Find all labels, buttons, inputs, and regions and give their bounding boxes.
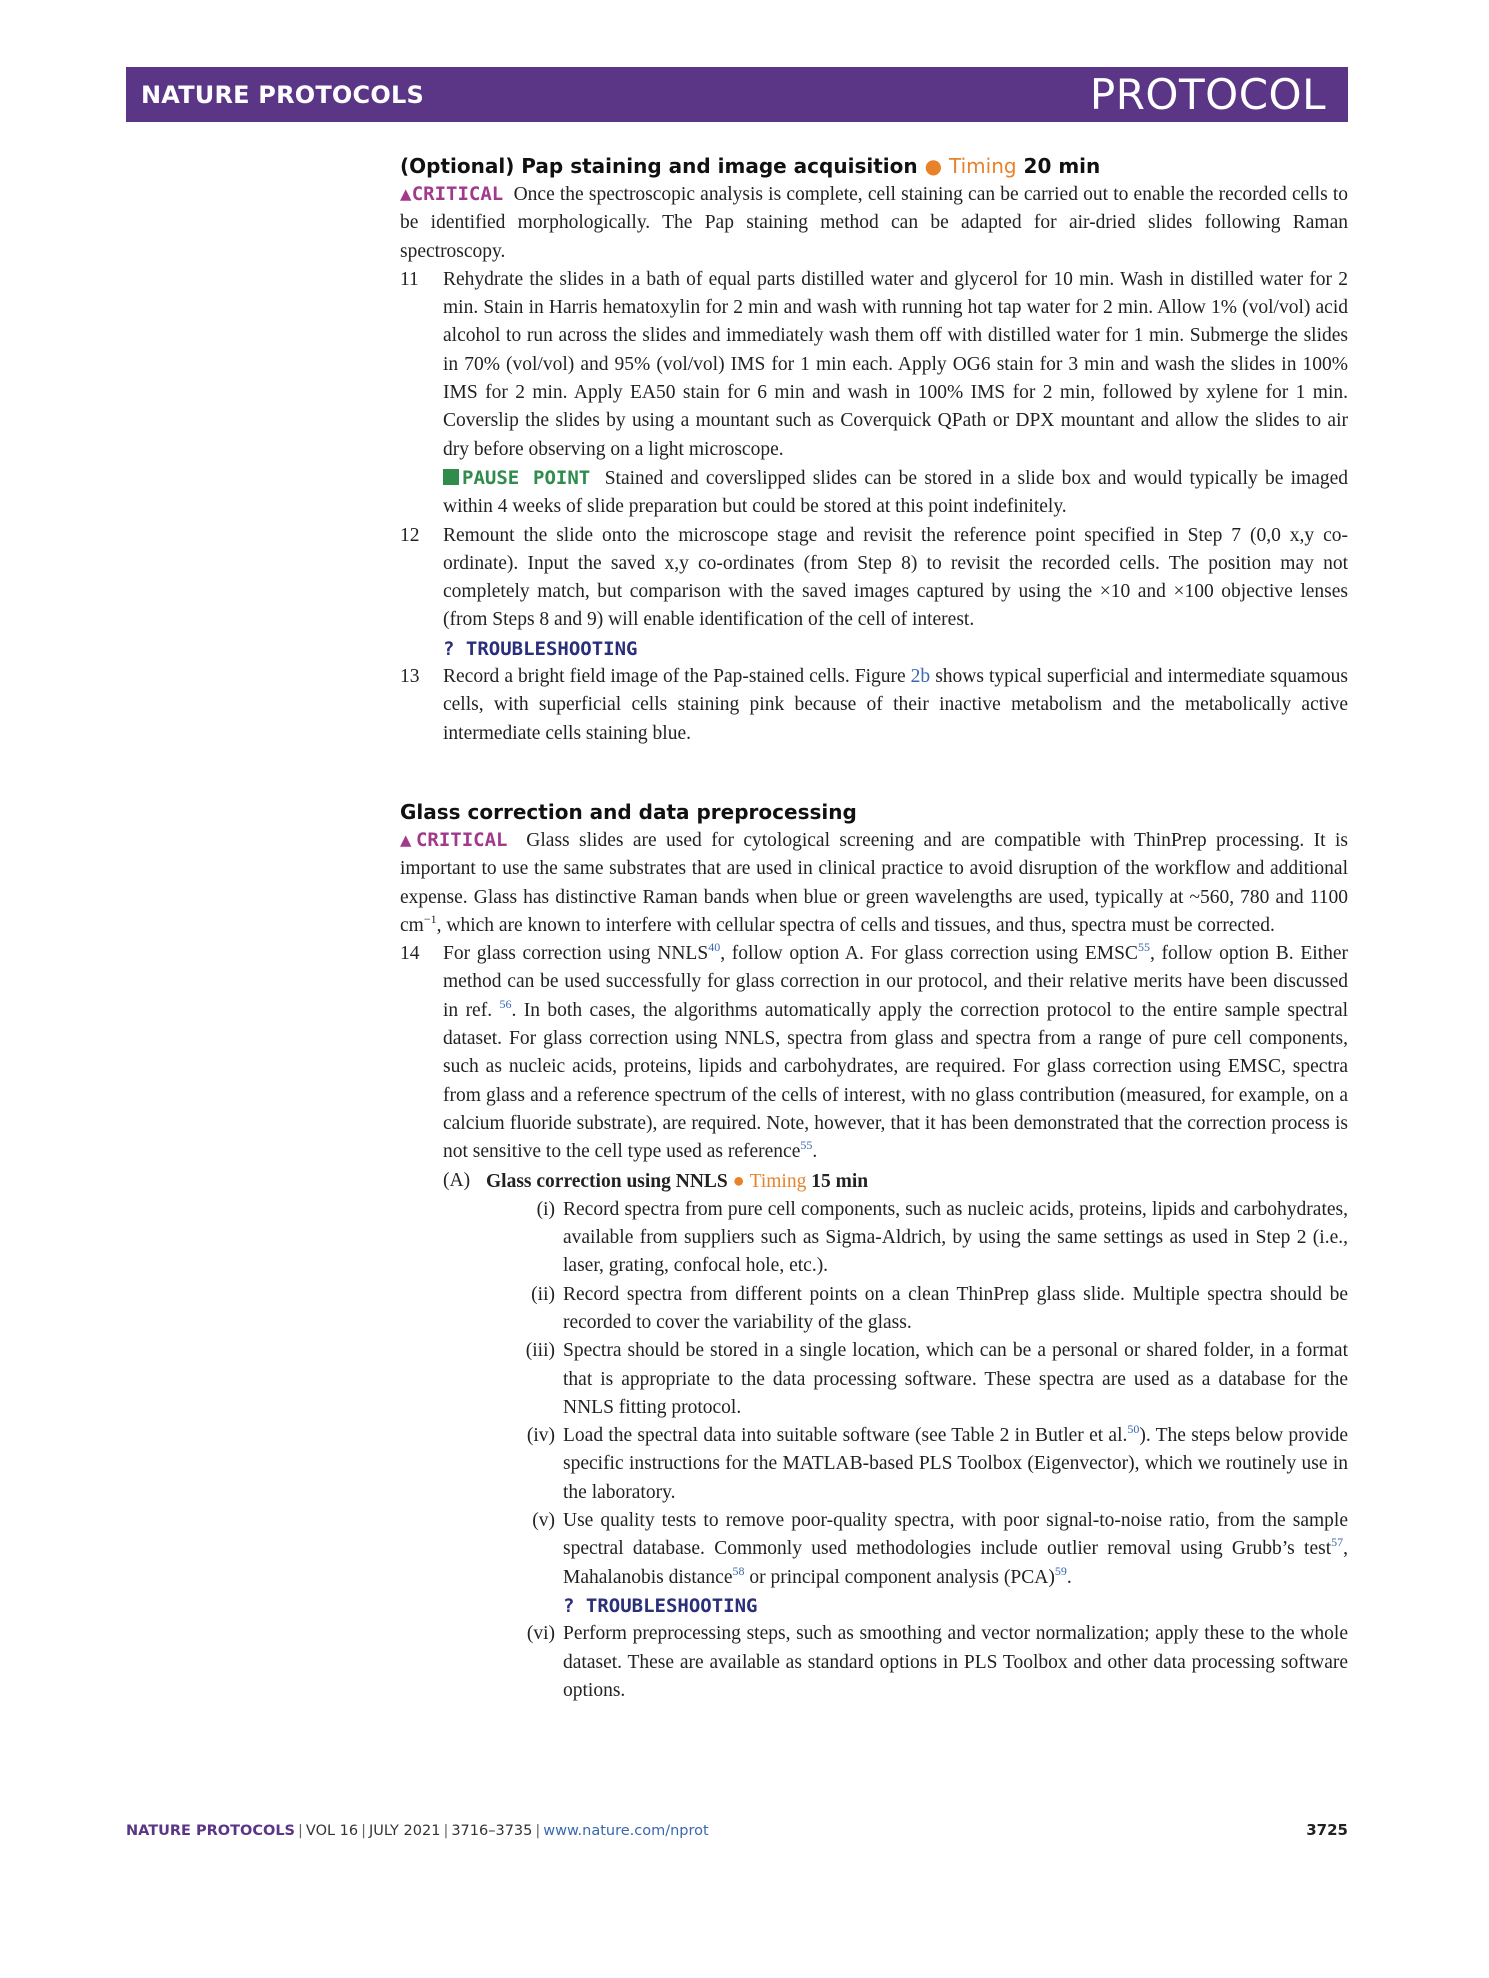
reference-link[interactable]: 57 bbox=[1331, 1535, 1344, 1550]
substep-v bbox=[443, 1507, 1348, 1620]
substep-number: (iii) bbox=[525, 1340, 555, 1362]
substep-text-part: ). The steps below provide specific instructions for the MATLAB-based PLS Toolbox (Eigenvector), which we routinely use in the laboratory. bbox=[563, 1425, 1348, 1503]
critical-text: Glass slides are used for cytological screening and are compatible with ThinPrep processing. It is important to use the same substrates that are used in clinical practice to avoid disruption of the workflow and additional expense. Glass has distinctive Raman bands when blue or green wavelengths are used, typically at ~560, 780 and 1100 cm bbox=[400, 829, 1349, 936]
footer-journal: NATURE PROTOCOLS bbox=[126, 1823, 296, 1839]
critical-label: ▲CRITICAL bbox=[400, 828, 508, 851]
step-number: 11 bbox=[400, 268, 419, 290]
footer-separator: | bbox=[298, 1823, 303, 1839]
timing-label: Timing bbox=[949, 154, 1017, 178]
footer-volume: VOL 16 bbox=[305, 1823, 359, 1839]
reference-link[interactable]: 58 bbox=[732, 1563, 745, 1578]
figure-link[interactable]: 2b bbox=[910, 666, 931, 688]
step-text-part: , follow option B. Either method can be used successfully for glass correction in our protocol, and their relative merits have been discussed in ref. bbox=[443, 943, 1348, 1021]
section-spacer bbox=[400, 748, 1348, 798]
pause-point-label: PAUSE POINT bbox=[462, 466, 591, 489]
substep-ii bbox=[443, 1281, 1348, 1338]
step-13 bbox=[400, 663, 1348, 748]
step-text bbox=[443, 663, 1348, 748]
footer-citation bbox=[126, 1823, 709, 1839]
step-12 bbox=[400, 522, 1348, 663]
step-11 bbox=[400, 266, 1348, 522]
option-title: Glass correction using NNLS bbox=[486, 1170, 728, 1192]
timing-dot-icon: ● bbox=[732, 1169, 745, 1192]
superscript: −1 bbox=[423, 911, 437, 926]
substep-text: Record spectra from different points on a clean ThinPrep glass slide. Multiple spectra should be recorded to cover the variability of the glass. bbox=[563, 1283, 1348, 1333]
footer-url-link[interactable]: www.nature.com/nprot bbox=[543, 1823, 709, 1839]
critical-text: , which are known to interfere with cellular spectra of cells and tissues, and thus, spectra must be corrected. bbox=[436, 914, 1275, 936]
step-number: 13 bbox=[400, 666, 420, 688]
section-title: (Optional) Pap staining and image acquisition bbox=[400, 154, 918, 178]
substep-text bbox=[563, 1507, 1348, 1592]
substep-text bbox=[563, 1422, 1348, 1507]
step-text: Rehydrate the slides in a bath of equal parts distilled water and glycerol for 10 min. Wash in distilled water for 2 min. Stain in Harris hematoxylin for 2 min and wash with running hot tap water for 2 min. Allow 1% (vol/vol) acid alcohol to run across the slides and immediately wash them off with distilled water for 1 min. Submerge the slides in 70% (vol/vol) and 95% (vol/vol) IMS for 1 min each. Apply OG6 stain for 3 min and wash the slides in 100% IMS for 2 min. Apply EA50 stain for 6 min and wash in 100% IMS for 2 min, followed by xylene for 1 min. Coverslip the slides by using a mountant such as Coverquick QPath or DPX mountant and allow the slides to air dry before observing on a light microscope. bbox=[443, 268, 1348, 460]
substep-text: Perform preprocessing steps, such as smoothing and vector normalization; apply these to the whole dataset. These are available as standard options in PLS Toolbox and other data processing software options. bbox=[563, 1623, 1348, 1701]
substep-text-part: Use quality tests to remove poor-quality spectra, with poor signal-to-noise ratio, from the sample spectral database. Commonly used methodologies include outlier removal using Grubb’s test bbox=[563, 1510, 1348, 1560]
substep-number: (i) bbox=[536, 1198, 555, 1220]
option-title-line bbox=[486, 1167, 1348, 1196]
substep-text-part: . bbox=[1066, 1566, 1072, 1588]
timing-value: 15 min bbox=[811, 1170, 869, 1192]
substep-text-part: , Mahalanobis distance bbox=[563, 1538, 1348, 1588]
pause-point-text: Stained and coverslipped slides can be stored in a slide box and would typically be imaged within 4 weeks of slide preparation but could be stored at this point indefinitely. bbox=[443, 467, 1349, 518]
critical-note bbox=[400, 826, 1348, 940]
substep-number: (v) bbox=[532, 1510, 555, 1532]
substep-iii bbox=[443, 1337, 1348, 1422]
timing-dot-icon: ● bbox=[924, 154, 943, 178]
footer-separator: | bbox=[361, 1823, 367, 1839]
step-text-part: Record a bright field image of the Pap-stained cells. Figure bbox=[443, 666, 906, 688]
critical-label: ▲CRITICAL bbox=[400, 183, 504, 205]
step-text-part: , follow option A. For glass correction using EMSC bbox=[720, 943, 1138, 965]
option-label: (A) bbox=[443, 1169, 471, 1191]
substep-vi bbox=[443, 1620, 1348, 1705]
header-article-type: PROTOCOL bbox=[1089, 70, 1326, 119]
reference-link[interactable]: 50 bbox=[1127, 1422, 1140, 1437]
step-text-part: . In both cases, the algorithms automatically apply the correction protocol to the entire sample spectral dataset. For glass correction using NNLS, spectra from glass and spectra from a range of pure cell components, such as nucleic acids, proteins, lipids and carbohydrates, are required. For glass correction using EMSC, spectra from glass and a reference spectrum of the cells of interest, with no glass contribution (measured, for example, on a calcium fluoride substrate), are required. Note, however, that it has been demonstrated that the correction process is not sensitive to the cell type used as reference bbox=[443, 999, 1349, 1163]
page-header bbox=[126, 67, 1348, 122]
step-text bbox=[443, 940, 1348, 1166]
page-footer bbox=[126, 1821, 1348, 1839]
step-number: 12 bbox=[400, 524, 420, 546]
footer-separator: | bbox=[443, 1823, 449, 1839]
timing-value: 20 min bbox=[1023, 154, 1101, 178]
page-number: 3725 bbox=[1306, 1821, 1348, 1839]
troubleshooting-link[interactable]: ? TROUBLESHOOTING bbox=[563, 1594, 758, 1617]
reference-link[interactable]: 56 bbox=[499, 996, 512, 1011]
substep-text-part: or principal component analysis (PCA) bbox=[744, 1566, 1055, 1588]
substep-text: Record spectra from pure cell components, such as nucleic acids, proteins, lipids and carbohydrates, available from suppliers such as Sigma-Aldrich, by using the same settings as used in Step 2 (i.e., laser, grating, confocal hole, etc.). bbox=[563, 1198, 1348, 1277]
substep-number: (vi) bbox=[526, 1623, 555, 1645]
pause-square-icon bbox=[443, 469, 459, 485]
step-text-part: . bbox=[812, 1141, 818, 1163]
section-heading-glass-correction: Glass correction and data preprocessing bbox=[400, 799, 857, 824]
step-14 bbox=[400, 940, 1348, 1705]
step-text-part: For glass correction using NNLS bbox=[443, 943, 709, 965]
section-heading-pap-staining bbox=[400, 152, 1348, 180]
substep-number: (ii) bbox=[531, 1283, 555, 1305]
option-a bbox=[443, 1167, 1348, 1196]
pause-point-note bbox=[443, 464, 1348, 522]
step-text-part: shows typical superficial and intermediate squamous cells, with superficial cells staining pink because of their inactive metabolism and the metabolically active intermediate cells staining blue. bbox=[443, 666, 1349, 744]
main-content bbox=[400, 152, 1348, 1705]
substep-i bbox=[443, 1196, 1348, 1281]
step-text: Remount the slide onto the microscope stage and revisit the reference point specified in Step 7 (0,0 x,y co-ordinate). Input the saved x,y co-ordinates (from Step 8) to revisit the recorded cells. The position may not completely match, but comparison with the saved images captured by using the ×10 and ×100 objective lenses (from Steps 8 and 9) will enable identification of the cell of interest. bbox=[443, 524, 1348, 631]
reference-link[interactable]: 59 bbox=[1054, 1563, 1067, 1578]
substep-number: (iv) bbox=[526, 1425, 555, 1447]
footer-separator: | bbox=[535, 1823, 541, 1839]
header-journal-name: NATURE PROTOCOLS bbox=[141, 80, 424, 109]
footer-date: JULY 2021 bbox=[369, 1823, 441, 1839]
troubleshooting-link[interactable]: ? TROUBLESHOOTING bbox=[443, 637, 638, 660]
critical-note bbox=[400, 180, 1348, 266]
reference-link[interactable]: 55 bbox=[1137, 940, 1150, 955]
critical-text: Once the spectroscopic analysis is complete, cell staining can be carried out to enable the recorded cells to be identified morphologically. The Pap staining method can be adapted for air-dried slides following Raman spectroscopy. bbox=[400, 184, 1349, 262]
step-number: 14 bbox=[400, 943, 420, 965]
substep-text: Spectra should be stored in a single location, which can be a personal or shared folder, in a format that is appropriate to the data processing software. These spectra are used as a database for the NNLS fitting protocol. bbox=[563, 1340, 1348, 1418]
footer-pages: 3716–3735 bbox=[451, 1823, 533, 1839]
substep-iv bbox=[443, 1422, 1348, 1507]
reference-link[interactable]: 55 bbox=[800, 1138, 813, 1153]
substep-text-part: Load the spectral data into suitable software (see Table 2 in Butler et al. bbox=[563, 1425, 1128, 1447]
timing-label: Timing bbox=[749, 1170, 807, 1192]
reference-link[interactable]: 40 bbox=[708, 940, 721, 955]
